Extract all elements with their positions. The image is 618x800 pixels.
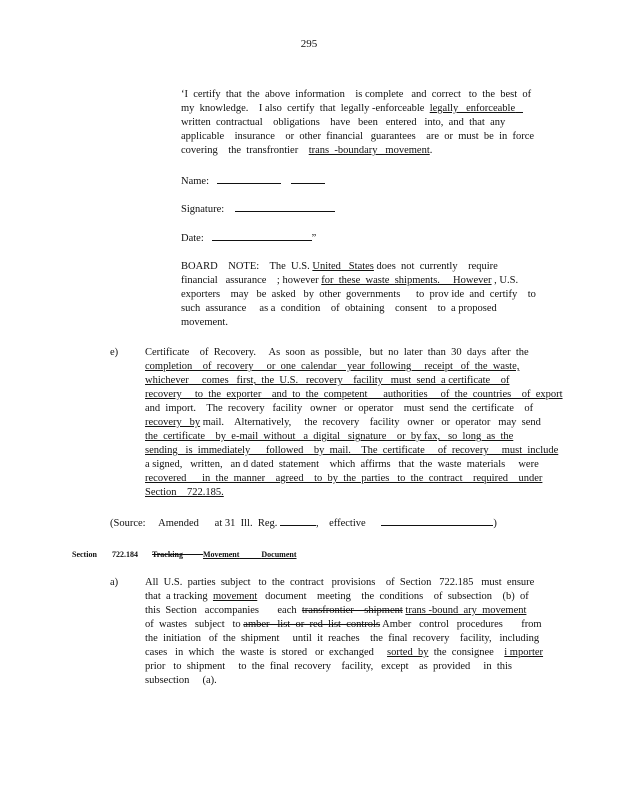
item-e-line-6: recovery by mail. Alternatively, the recovery facility owner or operator may send <box>145 417 541 428</box>
item-e-line-3: whichever comes first, the U.S. recovery facility must send a certificate of <box>145 375 510 386</box>
item-e-line-10: recovered in the manner agreed to by the parties to the contract required under <box>145 473 543 484</box>
item-a-label: a) <box>110 577 119 588</box>
item-e-line-9: a signed, written, an d dated statement which affirms that the waste materials were <box>145 459 539 470</box>
item-e-line-1: Certificate of Recovery. As soon as possible, but no later than 30 days after the <box>145 347 529 358</box>
cert-line-4: applicable insurance or other financial guarantees are or must be in force <box>181 131 535 142</box>
cert-line-5: covering the transfrontier trans -boundary movement. <box>181 145 433 156</box>
cert-line-3: written contractual obligations have been entered into, and that any <box>181 117 506 128</box>
item-e-line-4: recovery to the exporter and to the competent authorities of the countries of export <box>145 389 563 400</box>
item-a-line-6: cases in which the waste is stored or exchanged sorted by the consignee i mporter <box>145 647 544 658</box>
board-note-line-2: financial assurance ; however for these waste shipments. However , U.S. <box>181 275 519 286</box>
signature-line: Signature: <box>181 202 335 216</box>
item-e-line-8: sending is immediately followed by mail. The certificate of recovery must include <box>145 445 559 456</box>
item-a-line-3: this Section accompanies each transfrontier shipment trans -bound ary movement <box>145 605 527 616</box>
item-a-line-7: prior to shipment to the final recovery facility, except as provided in this <box>145 661 513 672</box>
item-e-label: e) <box>110 347 119 358</box>
name-line: Name: <box>181 174 325 188</box>
cert-line-1: ‘I certify that the above information is complete and correct to the best of <box>181 89 532 100</box>
item-a-line-4: of wastes subject to amber list or red list controls Amber control procedures from <box>145 619 542 630</box>
item-e-line-7: the certificate by e-mail without a digital signature or by fax, so long as the <box>145 431 514 442</box>
board-note-line-5: movement. <box>181 317 228 328</box>
source-line: (Source: Amended at 31 Ill. Reg. , effective ) <box>110 518 497 529</box>
board-note-line-4: such assurance as a condition of obtaining consent to a proposed <box>181 303 497 314</box>
page-number: 295 <box>300 38 318 50</box>
item-a-line-1: All U.S. parties subject to the contract provisions of Section 722.185 must ensure <box>145 577 535 588</box>
date-line: Date: ” <box>181 233 317 244</box>
section-label: Section <box>72 550 97 559</box>
section-number: 722.184 <box>112 550 138 559</box>
item-e-line-5: and import. The recovery facility owner or operator must send the certificate of <box>145 403 534 414</box>
item-a-line-2: that a tracking movement document meeting the conditions of subsection (b) of <box>145 591 529 602</box>
board-note-line-3: exporters may be asked by other governments to prov ide and certify to <box>181 289 536 300</box>
item-a-line-8: subsection (a). <box>145 675 217 686</box>
item-e-line-2: completion of recovery or one calendar year following receipt of the waste, <box>145 361 520 372</box>
board-note-line-1: BOARD NOTE: The U.S. United States does not currently require <box>181 261 498 272</box>
cert-line-2: my knowledge. I also certify that legally -enforceable legally enforceable <box>181 103 516 114</box>
item-a-line-5: the initiation of the shipment until it reaches the final recovery facility, including <box>145 633 540 644</box>
section-title: Tracking Movement Document <box>152 550 297 559</box>
item-e-line-11: Section 722.185. <box>145 487 224 498</box>
